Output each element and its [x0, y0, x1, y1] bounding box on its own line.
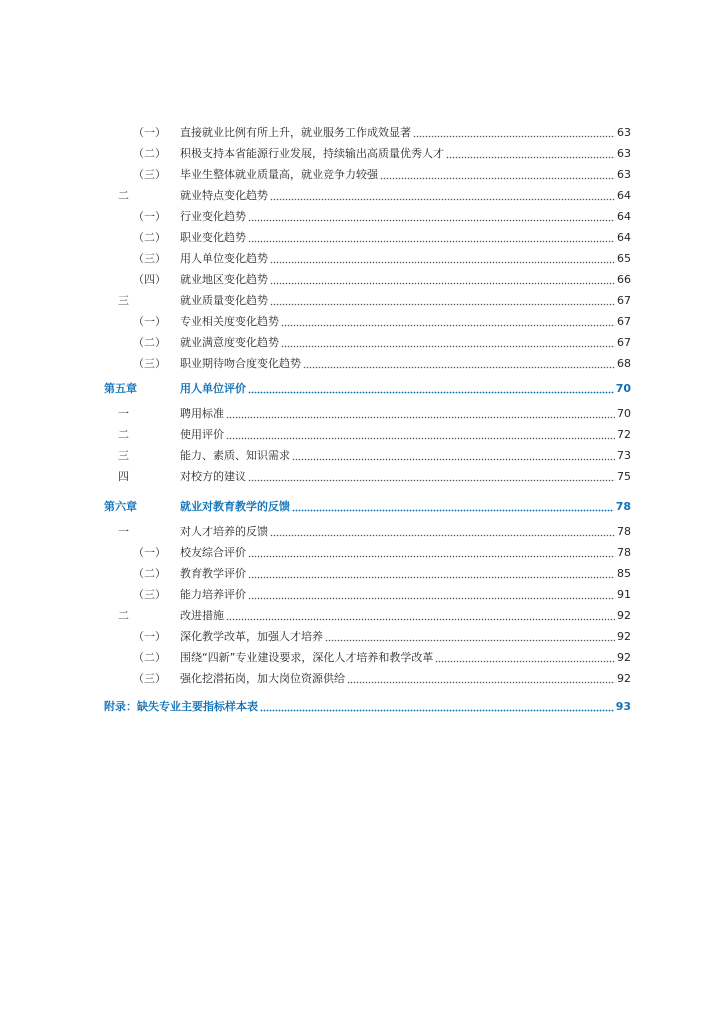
toc-page-number: 66 [617, 273, 631, 286]
toc-dot-leader [413, 123, 615, 143]
toc-page-number: 63 [617, 147, 631, 160]
toc-entry-sub[interactable] [133, 627, 631, 647]
toc-page-number: 93 [615, 700, 631, 713]
toc-dot-leader [270, 186, 615, 206]
toc-entry-title: 围绕“四新”专业建设要求，深化人才培养和教学改革 [180, 651, 434, 664]
toc-entry-number: （三） [133, 357, 166, 370]
toc-dot-leader [270, 249, 615, 269]
toc-entry-number: 一 [118, 525, 129, 538]
toc-entry-title: 对人才培养的反馈 [180, 525, 268, 538]
toc-entry-number: （三） [133, 168, 166, 181]
toc-dot-leader [347, 669, 615, 689]
toc-page-number: 67 [617, 315, 631, 328]
toc-entry-sub[interactable] [133, 354, 631, 374]
toc-entry-number: （三） [133, 672, 166, 685]
toc-entry-title: 对校方的建议 [180, 470, 246, 483]
toc-dot-leader [248, 467, 615, 487]
toc-entry-number: （三） [133, 588, 166, 601]
toc-dot-leader [325, 627, 615, 647]
toc-dot-leader [292, 497, 614, 517]
toc-entry-sec[interactable] [118, 522, 631, 542]
toc-entry-number: 第六章 [104, 500, 137, 513]
toc-entry-sec[interactable] [118, 446, 631, 466]
toc-entry-sec[interactable] [118, 404, 631, 424]
toc-dot-leader [226, 404, 615, 424]
toc-dot-leader [226, 425, 615, 445]
toc-entry-sub[interactable] [133, 228, 631, 248]
toc-dot-leader [248, 564, 615, 584]
toc-entry-sub[interactable] [133, 249, 631, 269]
toc-page-number: 68 [617, 357, 631, 370]
toc-entry-chapter[interactable] [104, 379, 631, 399]
toc-entry-title: 用人单位变化趋势 [180, 252, 268, 265]
toc-entry-title: 用人单位评价 [180, 382, 246, 395]
toc-entry-sub[interactable] [133, 333, 631, 353]
toc-entry-number: 三 [118, 449, 129, 462]
toc-page-number: 67 [617, 336, 631, 349]
toc-entry-title: 深化教学改革，加强人才培养 [180, 630, 323, 643]
toc-dot-leader [435, 648, 615, 668]
toc-entry-number: （二） [133, 567, 166, 580]
toc-entry-title: 就业质量变化趋势 [180, 294, 268, 307]
toc-entry-number: （一） [133, 546, 166, 559]
toc-entry-title: 教育教学评价 [180, 567, 246, 580]
toc-entry-sub[interactable] [133, 144, 631, 164]
toc-dot-leader [380, 165, 615, 185]
toc-entry-title: 积极支持本省能源行业发展，持续输出高质量优秀人才 [180, 147, 444, 160]
toc-entry-number: 二 [118, 189, 129, 202]
toc-entry-number: （一） [133, 630, 166, 643]
toc-entry-title: 校友综合评价 [180, 546, 246, 559]
toc-page-number: 64 [617, 210, 631, 223]
toc-entry-number: （一） [133, 126, 166, 139]
toc-entry-title: 就业对教育教学的反馈 [180, 500, 290, 513]
toc-entry-title: 职业期待吻合度变化趋势 [180, 357, 301, 370]
toc-dot-leader [248, 543, 615, 563]
toc-entry-title: 聘用标准 [180, 407, 224, 420]
toc-page-number: 65 [617, 252, 631, 265]
toc-entry-number: 一 [118, 407, 129, 420]
toc-entry-number: （二） [133, 336, 166, 349]
toc-dot-leader [292, 446, 615, 466]
toc-page-number: 63 [617, 126, 631, 139]
toc-page-number: 78 [617, 525, 631, 538]
toc-dot-leader [260, 697, 614, 717]
toc-entry-sec[interactable] [118, 186, 631, 206]
toc-entry-sub[interactable] [133, 648, 631, 668]
toc-page-number: 70 [615, 382, 631, 395]
toc-page-number: 64 [617, 189, 631, 202]
toc-page-number: 92 [617, 651, 631, 664]
toc-entry-title: 强化挖潜拓岗，加大岗位资源供给 [180, 672, 345, 685]
toc-dot-leader [270, 270, 615, 290]
toc-entry-number: 二 [118, 428, 129, 441]
toc-page-number: 72 [617, 428, 631, 441]
toc-entry-title: 直接就业比例有所上升，就业服务工作成效显著 [180, 126, 411, 139]
toc-entry-sub[interactable] [133, 207, 631, 227]
toc-dot-leader [270, 522, 615, 542]
toc-entry-sec[interactable] [118, 606, 631, 626]
toc-entry-number: 第五章 [104, 382, 137, 395]
toc-entry-sub[interactable] [133, 543, 631, 563]
toc-entry-title: 能力、素质、知识需求 [180, 449, 290, 462]
toc-entry-title: 就业特点变化趋势 [180, 189, 268, 202]
toc-dot-leader [226, 606, 615, 626]
toc-entry-sub[interactable] [133, 123, 631, 143]
toc-page-number: 64 [617, 231, 631, 244]
toc-entry-sub[interactable] [133, 165, 631, 185]
toc-entry-sec[interactable] [118, 291, 631, 311]
toc-entry-number: （一） [133, 315, 166, 328]
toc-entry-title: 就业满意度变化趋势 [180, 336, 279, 349]
toc-entry-title: 就业地区变化趋势 [180, 273, 268, 286]
toc-dot-leader [270, 291, 615, 311]
toc-dot-leader [446, 144, 615, 164]
toc-entry-appendix[interactable] [104, 697, 631, 717]
toc-page-number: 92 [617, 609, 631, 622]
toc-dot-leader [248, 379, 614, 399]
toc-entry-sub[interactable] [133, 564, 631, 584]
toc-entry-number: （二） [133, 231, 166, 244]
toc-entry-title: 使用评价 [180, 428, 224, 441]
toc-entry-title: 改进措施 [180, 609, 224, 622]
toc-entry-number: （四） [133, 273, 166, 286]
toc-entry-sub[interactable] [133, 669, 631, 689]
toc-dot-leader [248, 207, 615, 227]
toc-entry-title: 行业变化趋势 [180, 210, 246, 223]
toc-entry-number: 二 [118, 609, 129, 622]
toc-page-number: 70 [617, 407, 631, 420]
toc-entry-title: 专业相关度变化趋势 [180, 315, 279, 328]
toc-entry-sec[interactable] [118, 467, 631, 487]
toc-dot-leader [248, 228, 615, 248]
toc-entry-sub[interactable] [133, 270, 631, 290]
toc-page-number: 92 [617, 630, 631, 643]
toc-entry-chapter[interactable] [104, 497, 631, 517]
toc-entry-number: （三） [133, 252, 166, 265]
toc-page-number: 78 [617, 546, 631, 559]
toc-entry-title: 能力培养评价 [180, 588, 246, 601]
toc-dot-leader [281, 312, 615, 332]
toc-dot-leader [281, 333, 615, 353]
toc-entry-number: （二） [133, 147, 166, 160]
toc-entry-sub[interactable] [133, 312, 631, 332]
toc-page-number: 78 [615, 500, 631, 513]
toc-page-number: 63 [617, 168, 631, 181]
toc-entry-sec[interactable] [118, 425, 631, 445]
toc-entry-title: 附录：缺失专业主要指标样本表 [104, 700, 258, 713]
toc-entry-number: 四 [118, 470, 129, 483]
toc-entry-number: （二） [133, 651, 166, 664]
toc-entry-title: 毕业生整体就业质量高，就业竞争力较强 [180, 168, 378, 181]
toc-entry-sub[interactable] [133, 585, 631, 605]
toc-entry-number: （一） [133, 210, 166, 223]
toc-dot-leader [248, 585, 615, 605]
toc-page-number: 92 [617, 672, 631, 685]
toc-entry-title: 职业变化趋势 [180, 231, 246, 244]
toc-entry-number: 三 [118, 294, 129, 307]
toc-dot-leader [303, 354, 615, 374]
toc-page-number: 75 [617, 470, 631, 483]
toc-page-number: 73 [617, 449, 631, 462]
toc-page-number: 85 [617, 567, 631, 580]
toc-page-number: 91 [617, 588, 631, 601]
toc-page-number: 67 [617, 294, 631, 307]
